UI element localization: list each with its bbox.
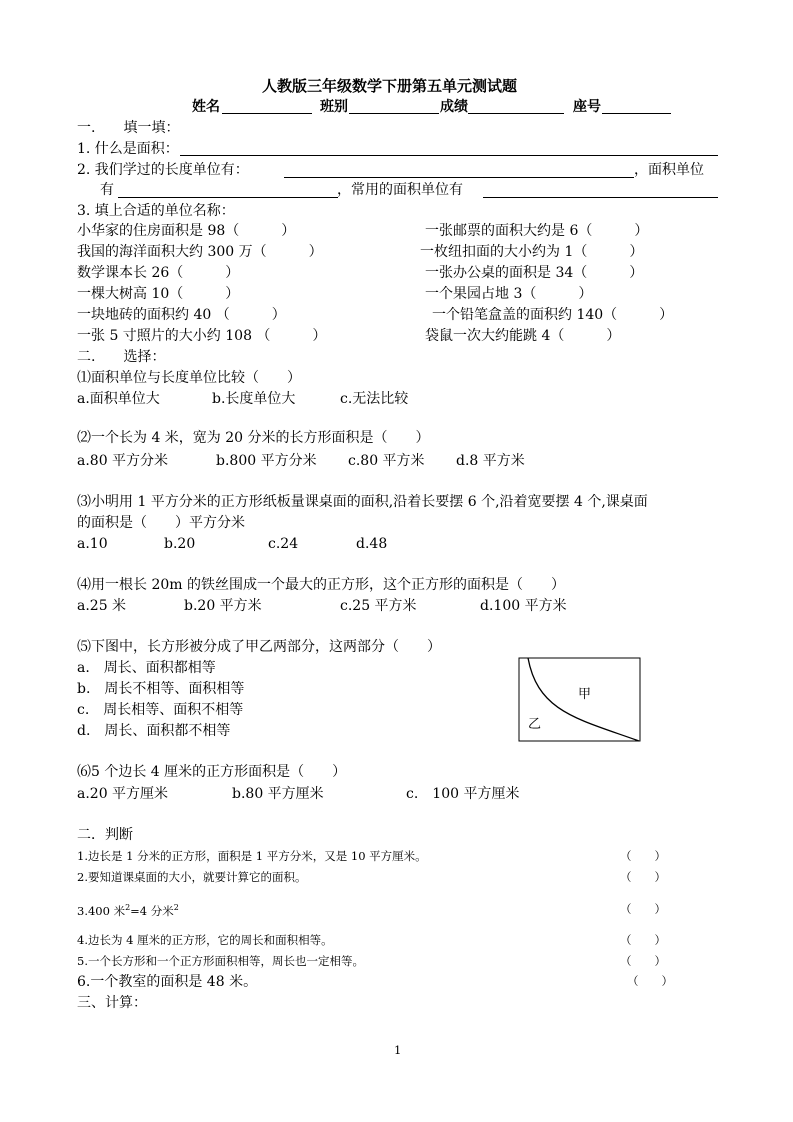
judge-paren[interactable]: （ ）: [620, 933, 666, 947]
s1-q2-text-c: 有: [100, 182, 114, 198]
s1-q3: 3. 填上合适的单位名称：: [77, 203, 235, 219]
unit-item: 袋鼠一次大约能跳 4（ ）: [425, 328, 621, 344]
figure-label-jia: 甲: [578, 687, 592, 702]
choice-q4: ⑷用一根长 20m 的铁丝围成一个最大的正方形，这个正方形的面积是（ ）: [77, 577, 565, 593]
choice-option: c.24: [268, 536, 299, 552]
choice-option: b.20: [164, 536, 196, 552]
unit-item: 一个铅笔盒盖的面积约 140（ ）: [432, 307, 674, 323]
s1-q2-area-blank[interactable]: [118, 197, 338, 198]
judge-item-3: 3.400 米$^2$=4 分米$^2$: [77, 903, 179, 918]
score-label: 成绩: [440, 99, 468, 115]
section3-heading: 二．判断: [77, 827, 133, 843]
judge-paren[interactable]: （ ）: [620, 849, 666, 863]
choice-option: d.100 平方米: [480, 598, 567, 614]
unit-item: 一个果园占地 3（ ）: [425, 286, 593, 302]
s1-q2-common-blank[interactable]: [483, 197, 718, 198]
choice-q2: ⑵一个长为 4 米，宽为 20 分米的长方形面积是（ ）: [77, 430, 430, 446]
choice-option: b. 周长不相等、面积相等: [77, 681, 245, 697]
choice-q3: ⑶小明用 1 平方分米的正方形纸板量课桌面的面积,沿着长要摆 6 个,沿着宽要摆 4 个,课桌面: [77, 494, 648, 510]
s1-q2-length-blank[interactable]: [284, 177, 634, 178]
section4-heading: 三、计算：: [77, 995, 147, 1011]
choice-option: c.无法比较: [340, 391, 409, 407]
choice-option: d. 周长、面积都不相等: [77, 723, 231, 739]
choice-q6: ⑹5 个边长 4 厘米的正方形面积是（ ）: [77, 764, 347, 780]
choice-q5: ⑸下图中，长方形被分成了甲乙两部分，这两部分（ ）: [77, 639, 441, 655]
s1-q2-text-b: ，面积单位: [634, 162, 704, 178]
class-blank[interactable]: [349, 113, 439, 114]
page-number: 1: [394, 1043, 402, 1057]
class-label: 班别: [320, 99, 348, 115]
section2-heading: 二. 选择：: [77, 349, 166, 365]
judge-paren[interactable]: （ ）: [620, 870, 666, 884]
s1-q2-text: 2. 我们学过的长度单位有：: [77, 162, 249, 178]
unit-item: 一张邮票的面积大约是 6（ ）: [425, 223, 649, 239]
choice-option: c. 周长相等、面积不相等: [77, 702, 244, 718]
s1-q2-text-d: ，常用的面积单位有: [337, 182, 463, 198]
choice-option: a.10: [77, 536, 108, 552]
section1-heading: 一. 填一填：: [77, 120, 180, 136]
figure-label-yi: 乙: [528, 717, 542, 732]
choice-option: b.800 平方分米: [216, 453, 317, 469]
unit-item: 一枚纽扣面的大小约为 1（ ）: [420, 244, 644, 260]
choice-option: b.80 平方厘米: [232, 786, 324, 802]
unit-item: 数学课本长 26（ ）: [77, 265, 240, 281]
choice-option: a.80 平方分米: [77, 453, 169, 469]
judge-item: 6.一个教室的面积是 48 米。: [77, 974, 258, 990]
judge-item: 4.边长为 4 厘米的正方形，它的周长和面积相等。: [77, 933, 333, 947]
s1-q1: 1. 什么是面积：: [77, 141, 179, 157]
choice-option: c.80 平方米: [348, 453, 425, 469]
name-blank[interactable]: [222, 113, 312, 114]
s1-q1-blank[interactable]: [180, 155, 718, 156]
choice-option: c.25 平方米: [340, 598, 417, 614]
seat-blank[interactable]: [602, 113, 671, 114]
choice-option: a.25 米: [77, 598, 127, 614]
choice-option: d.48: [356, 536, 388, 552]
judge-paren[interactable]: （ ）: [620, 954, 666, 968]
page-title: 人教版三年级数学下册第五单元测试题: [262, 77, 518, 95]
choice-option: c. 100 平方厘米: [406, 786, 520, 802]
unit-item: 一张 5 寸照片的大小约 108 （ ）: [77, 328, 327, 344]
choice-option: b.长度单位大: [212, 391, 296, 407]
choice-option: a.20 平方厘米: [77, 786, 169, 802]
unit-item: 一张办公桌的面积是 34（ ）: [425, 265, 644, 281]
judge-paren[interactable]: （ ）: [620, 902, 666, 916]
choice-option: a. 周长、面积都相等: [77, 660, 216, 676]
score-blank[interactable]: [468, 113, 564, 114]
unit-item: 一棵大树高 10（ ）: [77, 286, 240, 302]
seat-label: 座号: [573, 99, 601, 115]
judge-item: 5.一个长方形和一个正方形面积相等，周长也一定相等。: [77, 954, 364, 968]
choice-q3-cont: 的面积是（ ）平方分米: [77, 515, 245, 531]
choice-option: a.面积单位大: [77, 391, 160, 407]
judge-paren[interactable]: （ ）: [627, 974, 673, 988]
unit-item: 一块地砖的面积约 40 （ ）: [77, 307, 286, 323]
choice-q1: ⑴面积单位与长度单位比较（ ）: [77, 370, 301, 386]
judge-item: 1.边长是 1 分米的正方形，面积是 1 平方分米，又是 10 平方厘米。: [77, 849, 427, 863]
unit-item: 小华家的住房面积是 98（ ）: [77, 223, 296, 239]
name-label: 姓名: [192, 99, 220, 115]
unit-item: 我国的海洋面积大约 300 万（ ）: [77, 244, 323, 260]
choice-option: b.20 平方米: [184, 598, 262, 614]
judge-item: 2.要知道课桌面的大小，就要计算它的面积。: [77, 870, 307, 884]
choice-option: d.8 平方米: [456, 453, 525, 469]
